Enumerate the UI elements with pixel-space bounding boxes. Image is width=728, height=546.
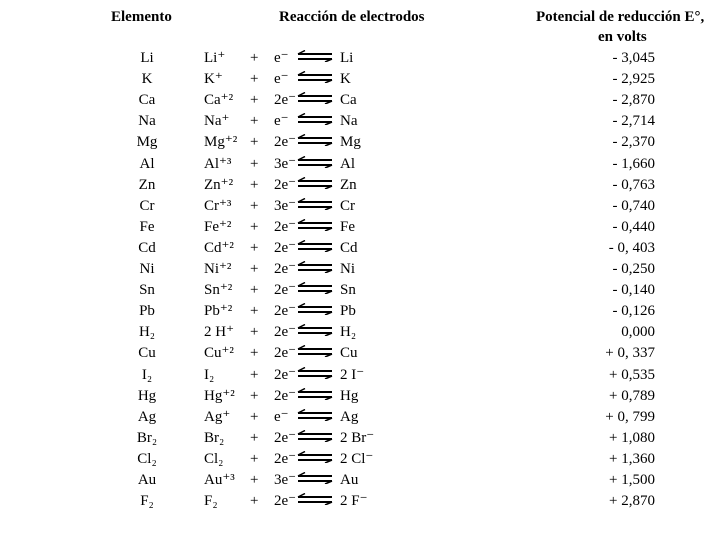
reaction-oxidized-species: Br₂ — [204, 429, 225, 446]
reaction-plus-sign: + — [250, 92, 259, 109]
reaction-oxidized-species: Sn⁺² — [204, 282, 233, 299]
reduction-potential-value: - 0,140 — [612, 282, 655, 299]
table-row — [0, 301, 728, 322]
table-row — [0, 69, 728, 90]
equilibrium-arrow-icon — [296, 175, 334, 187]
reaction-electrons: 2e⁻ — [274, 493, 297, 510]
reaction-reduced-species: Hg — [340, 387, 359, 404]
table-row — [0, 175, 728, 196]
table-row — [0, 111, 728, 132]
reaction-electrons: 2e⁻ — [274, 218, 297, 235]
reaction-electrons: 2e⁻ — [274, 366, 297, 383]
element-symbol: Au — [137, 472, 157, 488]
equilibrium-arrow-icon — [296, 132, 334, 144]
element-symbol: Ni — [139, 261, 155, 277]
reaction-plus-sign: + — [250, 176, 259, 193]
element-symbol: Cu — [138, 345, 156, 362]
reduction-potential-value: - 2,925 — [612, 71, 655, 88]
equilibrium-arrow-icon — [296, 196, 334, 208]
reaction-plus-sign: + — [250, 408, 259, 425]
reaction-reduced-species: Pb — [340, 303, 356, 320]
reaction-reduced-species: Sn — [340, 282, 356, 299]
reaction-oxidized-species: Al⁺³ — [204, 155, 232, 172]
element-symbol: Pb — [139, 303, 155, 320]
equilibrium-arrow-icon — [296, 428, 334, 440]
reaction-reduced-species: Ca — [340, 92, 357, 109]
reduction-potential-value: + 0, 337 — [605, 345, 655, 362]
reaction-plus-sign: + — [250, 239, 259, 256]
table-row — [0, 259, 728, 280]
reaction-electrons: e⁻ — [274, 71, 289, 88]
reaction-reduced-species: H₂ — [340, 324, 357, 341]
reaction-electrons: 3e⁻ — [274, 197, 297, 214]
reaction-oxidized-species: Ni⁺² — [204, 261, 232, 277]
table-row — [0, 280, 728, 301]
reaction-reduced-species: 2 Cl⁻ — [340, 450, 374, 467]
reaction-oxidized-species: Ca⁺² — [204, 92, 234, 109]
element-symbol: Cr — [139, 197, 155, 214]
reduction-potential-value: - 0,440 — [612, 218, 655, 235]
equilibrium-arrow-icon — [296, 217, 334, 229]
reaction-plus-sign: + — [250, 71, 259, 88]
reaction-plus-sign: + — [250, 472, 259, 488]
reduction-potential-value: + 1,080 — [609, 429, 655, 446]
element-symbol: Fe — [139, 218, 155, 235]
reaction-oxidized-species: F₂ — [204, 493, 218, 510]
reaction-electrons: 2e⁻ — [274, 324, 297, 341]
equilibrium-arrow-icon — [296, 111, 334, 123]
table-row — [0, 365, 728, 386]
reaction-reduced-species: Ag — [340, 408, 359, 425]
reaction-plus-sign: + — [250, 345, 259, 362]
reaction-plus-sign: + — [250, 113, 259, 130]
reduction-potential-value: - 0,250 — [612, 261, 655, 277]
element-symbol: Sn — [139, 282, 155, 299]
reaction-plus-sign: + — [250, 261, 259, 277]
reaction-oxidized-species: Li⁺ — [204, 50, 226, 66]
reaction-electrons: 2e⁻ — [274, 303, 297, 320]
equilibrium-arrow-icon — [296, 259, 334, 271]
equilibrium-arrow-icon — [296, 343, 334, 355]
reduction-potential-value: 0,000 — [621, 324, 655, 341]
reaction-plus-sign: + — [250, 387, 259, 404]
element-symbol: Cd — [138, 239, 156, 256]
table-row — [0, 90, 728, 111]
reaction-plus-sign: + — [250, 50, 259, 66]
table-row — [0, 428, 728, 449]
equilibrium-arrow-icon — [296, 365, 334, 377]
element-symbol: F₂ — [140, 493, 154, 510]
reduction-potential-value: + 0,789 — [609, 387, 655, 404]
reduction-potential-value: + 1,500 — [609, 472, 655, 488]
reduction-potential-value: - 0, 403 — [608, 239, 655, 256]
table-row — [0, 154, 728, 175]
reaction-electrons: e⁻ — [274, 408, 289, 425]
table-row — [0, 449, 728, 470]
reaction-reduced-species: Fe — [340, 218, 355, 235]
table-header-element: Elemento — [111, 9, 172, 25]
reaction-plus-sign: + — [250, 324, 259, 341]
reaction-oxidized-species: Cu⁺² — [204, 345, 234, 362]
reduction-potential-value: - 2,870 — [612, 92, 655, 109]
table-row — [0, 343, 728, 364]
equilibrium-arrow-icon — [296, 470, 334, 482]
element-symbol: Hg — [137, 387, 157, 404]
reaction-oxidized-species: Hg⁺² — [204, 387, 235, 404]
reduction-potential-value: + 2,870 — [609, 493, 655, 510]
reaction-oxidized-species: Mg⁺² — [204, 134, 238, 151]
reaction-oxidized-species: Cr⁺³ — [204, 197, 232, 214]
equilibrium-arrow-icon — [296, 90, 334, 102]
reaction-plus-sign: + — [250, 493, 259, 510]
reaction-oxidized-species: Cl₂ — [204, 450, 224, 467]
reaction-plus-sign: + — [250, 450, 259, 467]
reaction-electrons: 2e⁻ — [274, 92, 297, 109]
equilibrium-arrow-icon — [296, 154, 334, 166]
reaction-reduced-species: Zn — [340, 176, 357, 193]
equilibrium-arrow-icon — [296, 301, 334, 313]
reaction-plus-sign: + — [250, 218, 259, 235]
reaction-oxidized-species: I₂ — [204, 366, 215, 383]
element-symbol: Li — [140, 50, 154, 66]
reduction-potential-value: - 0,763 — [612, 176, 655, 193]
reaction-reduced-species: Au — [340, 472, 359, 488]
reaction-oxidized-species: Zn⁺² — [204, 176, 234, 193]
reaction-reduced-species: Li — [340, 50, 354, 66]
reaction-reduced-species: 2 Br⁻ — [340, 429, 375, 446]
reaction-oxidized-species: Au⁺³ — [204, 472, 235, 488]
table-row — [0, 48, 728, 69]
element-symbol: I₂ — [141, 366, 153, 383]
table-row — [0, 491, 728, 512]
element-symbol: Ag — [137, 408, 157, 425]
reduction-potential-value: - 2,714 — [612, 113, 655, 130]
element-symbol: K — [141, 71, 153, 88]
element-symbol: Na — [138, 113, 156, 130]
reaction-electrons: e⁻ — [274, 113, 289, 130]
reaction-electrons: e⁻ — [274, 50, 289, 66]
equilibrium-arrow-icon — [296, 322, 334, 334]
reaction-oxidized-species: Fe⁺² — [204, 218, 232, 235]
reaction-oxidized-species: Cd⁺² — [204, 239, 234, 256]
table-row — [0, 217, 728, 238]
equilibrium-arrow-icon — [296, 449, 334, 461]
element-symbol: Mg — [136, 134, 158, 151]
reaction-electrons: 3e⁻ — [274, 472, 297, 488]
reaction-electrons: 2e⁻ — [274, 134, 297, 151]
equilibrium-arrow-icon — [296, 491, 334, 503]
reaction-electrons: 2e⁻ — [274, 261, 297, 277]
table-header-potential: Potencial de reducción E°, — [536, 9, 705, 25]
reaction-oxidized-species: Na⁺ — [204, 113, 230, 130]
reaction-oxidized-species: Pb⁺² — [204, 303, 233, 320]
table-row — [0, 386, 728, 407]
reaction-plus-sign: + — [250, 134, 259, 151]
equilibrium-arrow-icon — [296, 280, 334, 292]
equilibrium-arrow-icon — [296, 238, 334, 250]
reaction-reduced-species: Al — [340, 155, 355, 172]
reaction-reduced-species: Mg — [340, 134, 361, 151]
reaction-reduced-species: Ni — [340, 261, 355, 277]
reaction-electrons: 3e⁻ — [274, 155, 297, 172]
equilibrium-arrow-icon — [296, 386, 334, 398]
equilibrium-arrow-icon — [296, 69, 334, 81]
reduction-potential-value: + 1,360 — [609, 450, 655, 467]
reaction-electrons: 2e⁻ — [274, 387, 297, 404]
reaction-plus-sign: + — [250, 282, 259, 299]
reaction-electrons: 2e⁻ — [274, 450, 297, 467]
table-row — [0, 132, 728, 153]
reaction-oxidized-species: Ag⁺ — [204, 408, 231, 425]
reaction-reduced-species: Na — [340, 113, 358, 130]
reaction-electrons: 2e⁻ — [274, 239, 297, 256]
element-symbol: Zn — [138, 176, 156, 193]
table-row — [0, 470, 728, 491]
reaction-plus-sign: + — [250, 366, 259, 383]
table-row — [0, 238, 728, 259]
reduction-potential-value: - 0,740 — [612, 197, 655, 214]
reduction-potential-value: - 0,126 — [612, 303, 655, 320]
reduction-potential-value: - 1,660 — [612, 155, 655, 172]
reaction-oxidized-species: K⁺ — [204, 71, 223, 88]
table-header-reaction: Reacción de electrodos — [279, 9, 425, 25]
reaction-electrons: 2e⁻ — [274, 345, 297, 362]
element-symbol: Br₂ — [136, 429, 158, 446]
table-header-potential-unit: en volts — [598, 29, 647, 45]
reaction-plus-sign: + — [250, 155, 259, 172]
reaction-electrons: 2e⁻ — [274, 429, 297, 446]
element-symbol: Al — [139, 155, 155, 172]
equilibrium-arrow-icon — [296, 48, 334, 60]
reduction-potential-value: - 2,370 — [612, 134, 655, 151]
reaction-reduced-species: 2 I⁻ — [340, 366, 365, 383]
reaction-reduced-species: 2 F⁻ — [340, 493, 368, 510]
element-symbol: H₂ — [138, 324, 156, 341]
reaction-reduced-species: Cr — [340, 197, 355, 214]
reduction-potential-value: + 0,535 — [609, 366, 655, 383]
reaction-plus-sign: + — [250, 303, 259, 320]
reduction-potential-value: - 3,045 — [612, 50, 655, 66]
reaction-reduced-species: Cd — [340, 239, 358, 256]
element-symbol: Cl₂ — [137, 450, 157, 467]
table-row — [0, 196, 728, 217]
reaction-plus-sign: + — [250, 197, 259, 214]
reaction-electrons: 2e⁻ — [274, 282, 297, 299]
reaction-plus-sign: + — [250, 429, 259, 446]
table-row — [0, 322, 728, 343]
reaction-oxidized-species: 2 H⁺ — [204, 324, 234, 341]
reaction-reduced-species: K — [340, 71, 351, 88]
reduction-potential-value: + 0, 799 — [605, 408, 655, 425]
reaction-reduced-species: Cu — [340, 345, 358, 362]
reaction-electrons: 2e⁻ — [274, 176, 297, 193]
table-row — [0, 407, 728, 428]
equilibrium-arrow-icon — [296, 407, 334, 419]
element-symbol: Ca — [138, 92, 156, 109]
